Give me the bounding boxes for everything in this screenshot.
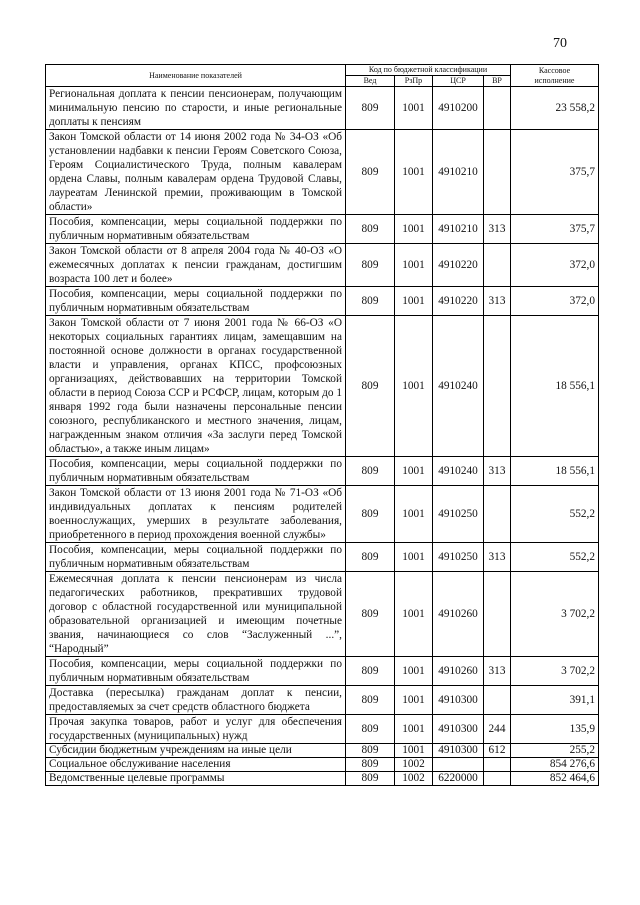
- row-amount: 135,9: [511, 715, 599, 744]
- row-name: Субсидии бюджетным учреждениям на иные цели: [46, 744, 346, 758]
- table-row: [46, 87, 599, 130]
- row-ved: 809: [346, 543, 395, 572]
- row-vr: [484, 758, 511, 772]
- row-amount: 372,0: [511, 287, 599, 316]
- row-vr: [484, 244, 511, 287]
- row-vr: 313: [484, 457, 511, 486]
- row-name: Закон Томской области от 8 апреля 2004 года № 40-ОЗ «О ежемесячных доплатах к пенсии гражданам, достигшим возраста 100 лет и более»: [46, 244, 346, 287]
- row-name: Доставка (пересылка) гражданам доплат к пенсии, предоставляемых за счет средств областного бюджета: [46, 686, 346, 715]
- row-rzpr: 1002: [395, 758, 433, 772]
- row-vr: [484, 87, 511, 130]
- row-csr: 4910260: [433, 572, 484, 657]
- row-csr: 4910240: [433, 316, 484, 457]
- row-csr: 4910300: [433, 686, 484, 715]
- row-name: Пособия, компенсации, меры социальной поддержки по публичным нормативным обязательствам: [46, 287, 346, 316]
- row-name: Социальное обслуживание населения: [46, 758, 346, 772]
- row-amount: 375,7: [511, 215, 599, 244]
- row-ved: 809: [346, 572, 395, 657]
- row-amount: 552,2: [511, 543, 599, 572]
- row-csr: 4910300: [433, 715, 484, 744]
- table-row: [46, 215, 599, 244]
- row-rzpr: 1001: [395, 572, 433, 657]
- row-name: Ежемесячная доплата к пенсии пенсионерам из числа педагогических работников, прекративших трудовой договор с областной государственной или муниципальной образовательной организацией и имеющим почетные звания, начинающиеся со слов “Заслуженный ...”, “Народный”: [46, 572, 346, 657]
- table-row: [46, 686, 599, 715]
- row-csr: 4910300: [433, 744, 484, 758]
- row-name: Закон Томской области от 13 июня 2001 года № 71-ОЗ «Об индивидуальных доплатах к пенсиям родителей военнослужащих, умерших в результате заболевания, приобретенного в период прохождения военной службы»: [46, 486, 346, 543]
- row-ved: 809: [346, 457, 395, 486]
- row-vr: 313: [484, 657, 511, 686]
- row-amount: 391,1: [511, 686, 599, 715]
- page-number: 70: [553, 36, 567, 51]
- row-rzpr: 1002: [395, 772, 433, 786]
- row-csr: 4910210: [433, 130, 484, 215]
- row-vr: 612: [484, 744, 511, 758]
- table-row: [46, 130, 599, 215]
- header-rzpr: РзПр: [395, 76, 433, 87]
- row-rzpr: 1001: [395, 744, 433, 758]
- row-name: Закон Томской области от 14 июня 2002 года № 34-ОЗ «Об установлении надбавки к пенсии Героям Советского Союза, Героям Социалистического Труда, полным кавалерам ордена Славы, полным кавалерам ордена Трудовой Славы, лауреатам Ленинской премии, проживающим в Томской области»: [46, 130, 346, 215]
- header-vr: ВР: [484, 76, 511, 87]
- row-vr: 313: [484, 543, 511, 572]
- table-row: [46, 316, 599, 457]
- header-amount-line2: исполнение: [534, 75, 575, 85]
- table-row: [46, 758, 599, 772]
- row-name: Пособия, компенсации, меры социальной поддержки по публичным нормативным обязательствам: [46, 543, 346, 572]
- row-rzpr: 1001: [395, 244, 433, 287]
- row-amount: 854 276,6: [511, 758, 599, 772]
- table-row: [46, 457, 599, 486]
- row-csr: 4910240: [433, 457, 484, 486]
- table-row: [46, 543, 599, 572]
- row-vr: [484, 316, 511, 457]
- row-rzpr: 1001: [395, 686, 433, 715]
- row-csr: 4910210: [433, 215, 484, 244]
- row-amount: 372,0: [511, 244, 599, 287]
- header-name: Наименование показателей: [46, 65, 346, 87]
- row-name: Пособия, компенсации, меры социальной поддержки по публичным нормативным обязательствам: [46, 657, 346, 686]
- row-name: Региональная доплата к пенсии пенсионерам, получающим минимальную пенсию по старости, и иные региональные доплаты к пенсиям: [46, 87, 346, 130]
- table-row: [46, 744, 599, 758]
- row-name: Прочая закупка товаров, работ и услуг для обеспечения государственных (муниципальных) нужд: [46, 715, 346, 744]
- table-row: [46, 772, 599, 786]
- row-csr: 4910250: [433, 543, 484, 572]
- row-ved: 809: [346, 130, 395, 215]
- header-ved: Вед: [346, 76, 395, 87]
- header-amount-line1: Кассовое: [538, 65, 571, 75]
- row-ved: 809: [346, 244, 395, 287]
- row-name: Закон Томской области от 7 июня 2001 года № 66-ОЗ «О некоторых социальных гарантиях лицам, замещавшим на постоянной основе должности в органах государственной власти и управления, органах КПСС, профсоюзных организациях, действовавших на территории Томской области в период Союза ССР и РСФСР, лицам, которым до 1 января 1992 года были назначены персональные пенсии союзного, республиканского и местного значения, лицам, награжденным знаком отличия «За заслуги перед Томской областью», а также иным лицам»: [46, 316, 346, 457]
- row-rzpr: 1001: [395, 457, 433, 486]
- row-amount: 18 556,1: [511, 316, 599, 457]
- row-rzpr: 1001: [395, 215, 433, 244]
- row-amount: 23 558,2: [511, 87, 599, 130]
- row-amount: 255,2: [511, 744, 599, 758]
- row-vr: 244: [484, 715, 511, 744]
- table-row: [46, 287, 599, 316]
- row-csr: 6220000: [433, 772, 484, 786]
- row-name: Ведомственные целевые программы: [46, 772, 346, 786]
- row-csr: 4910200: [433, 87, 484, 130]
- row-rzpr: 1001: [395, 316, 433, 457]
- row-ved: 809: [346, 744, 395, 758]
- row-csr: 4910250: [433, 486, 484, 543]
- row-amount: 3 702,2: [511, 572, 599, 657]
- row-vr: [484, 130, 511, 215]
- row-rzpr: 1001: [395, 130, 433, 215]
- table-row: [46, 715, 599, 744]
- row-ved: 809: [346, 486, 395, 543]
- table-row: [46, 244, 599, 287]
- row-rzpr: 1001: [395, 657, 433, 686]
- row-amount: 852 464,6: [511, 772, 599, 786]
- header-csr: ЦСР: [433, 76, 484, 87]
- row-name: Пособия, компенсации, меры социальной поддержки по публичным нормативным обязательствам: [46, 457, 346, 486]
- row-amount: 18 556,1: [511, 457, 599, 486]
- row-ved: 809: [346, 758, 395, 772]
- budget-execution-table: [45, 64, 599, 786]
- row-rzpr: 1001: [395, 715, 433, 744]
- header-code-group: Код по бюджетной классификации: [346, 65, 511, 76]
- row-name: Пособия, компенсации, меры социальной поддержки по публичным нормативным обязательствам: [46, 215, 346, 244]
- row-ved: 809: [346, 316, 395, 457]
- row-vr: [484, 686, 511, 715]
- row-vr: [484, 772, 511, 786]
- row-rzpr: 1001: [395, 543, 433, 572]
- row-vr: [484, 572, 511, 657]
- row-rzpr: 1001: [395, 87, 433, 130]
- row-vr: 313: [484, 215, 511, 244]
- row-ved: 809: [346, 772, 395, 786]
- table-row: [46, 572, 599, 657]
- row-vr: 313: [484, 287, 511, 316]
- row-amount: 3 702,2: [511, 657, 599, 686]
- row-csr: 4910260: [433, 657, 484, 686]
- row-rzpr: 1001: [395, 287, 433, 316]
- row-ved: 809: [346, 657, 395, 686]
- row-ved: 809: [346, 715, 395, 744]
- table-row: [46, 486, 599, 543]
- row-rzpr: 1001: [395, 486, 433, 543]
- row-ved: 809: [346, 287, 395, 316]
- row-csr: 4910220: [433, 244, 484, 287]
- row-ved: 809: [346, 686, 395, 715]
- row-csr: 4910220: [433, 287, 484, 316]
- row-amount: 375,7: [511, 130, 599, 215]
- row-ved: 809: [346, 87, 395, 130]
- row-amount: 552,2: [511, 486, 599, 543]
- row-csr: [433, 758, 484, 772]
- header-amount: [511, 65, 599, 87]
- row-ved: 809: [346, 215, 395, 244]
- row-vr: [484, 486, 511, 543]
- table-row: [46, 657, 599, 686]
